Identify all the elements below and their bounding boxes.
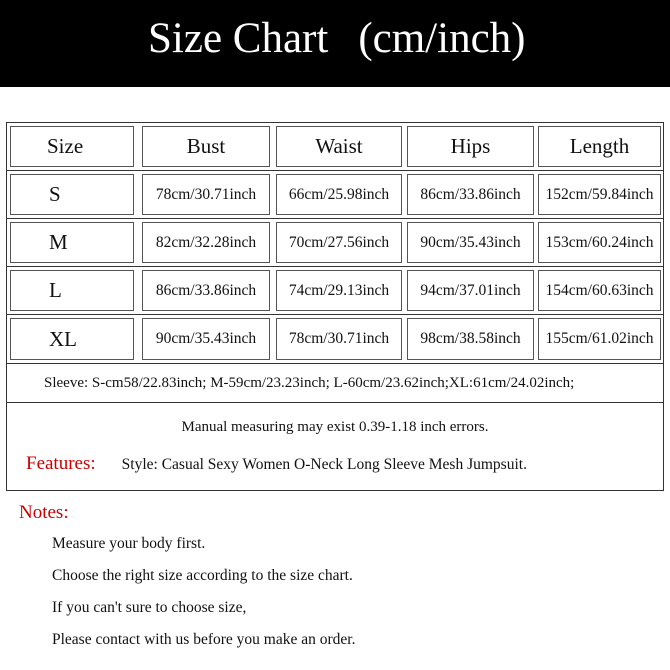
- length-cell: 153cm/60.24inch: [538, 222, 661, 263]
- size-cell: L: [10, 270, 134, 311]
- waist-cell: 66cm/25.98inch: [276, 174, 402, 215]
- notes-label: Notes:: [19, 502, 69, 523]
- manual-measuring-note: Manual measuring may exist 0.39-1.18 inch errors.: [181, 419, 489, 435]
- table-row-l: [7, 267, 663, 315]
- features-row: [26, 453, 527, 475]
- table-row-s: [7, 171, 663, 219]
- size-cell: XL: [10, 318, 134, 360]
- table-row-m: [7, 219, 663, 267]
- page-title: [148, 14, 525, 63]
- hips-cell: 90cm/35.43inch: [407, 222, 534, 263]
- bust-cell: 82cm/32.28inch: [142, 222, 270, 263]
- size-cell: S: [10, 174, 134, 215]
- column-header-hips: Hips: [407, 126, 534, 167]
- features-label: Features:: [26, 453, 96, 474]
- waist-cell: 78cm/30.71inch: [276, 318, 402, 360]
- title-unit: (cm/inch): [358, 15, 526, 62]
- length-cell: 154cm/60.63inch: [538, 270, 661, 311]
- size-cell: M: [10, 222, 134, 263]
- column-header-waist: Waist: [276, 126, 402, 167]
- column-header-size: Size: [10, 126, 134, 167]
- column-header-length: Length: [538, 126, 661, 167]
- title-banner: [0, 0, 670, 87]
- waist-cell: 70cm/27.56inch: [276, 222, 402, 263]
- list-item: Choose the right size according to the size chart.: [52, 567, 353, 584]
- title-text: Size Chart: [148, 15, 329, 62]
- notes-list: [52, 534, 355, 662]
- list-item: If you can't sure to choose size,: [52, 599, 247, 616]
- length-cell: 155cm/61.02inch: [538, 318, 661, 360]
- size-chart-table: [6, 122, 664, 491]
- hips-cell: 94cm/37.01inch: [407, 270, 534, 311]
- sleeve-row: Sleeve: S-cm58/22.83inch; M-59cm/23.23inch; L-60cm/23.62inch;XL:61cm/24.02inch;: [7, 364, 663, 403]
- bust-cell: 78cm/30.71inch: [142, 174, 270, 215]
- length-cell: 152cm/59.84inch: [538, 174, 661, 215]
- hips-cell: 98cm/38.58inch: [407, 318, 534, 360]
- table-header-row: [7, 123, 663, 171]
- table-row-xl: [7, 315, 663, 364]
- bust-cell: 90cm/35.43inch: [142, 318, 270, 360]
- bust-cell: 86cm/33.86inch: [142, 270, 270, 311]
- hips-cell: 86cm/33.86inch: [407, 174, 534, 215]
- waist-cell: 74cm/29.13inch: [276, 270, 402, 311]
- column-header-bust: Bust: [142, 126, 270, 167]
- list-item: Please contact with us before you make an order.: [52, 631, 356, 648]
- features-text: Style: Casual Sexy Women O-Neck Long Sleeve Mesh Jumpsuit.: [121, 456, 527, 473]
- list-item: Measure your body first.: [52, 535, 206, 552]
